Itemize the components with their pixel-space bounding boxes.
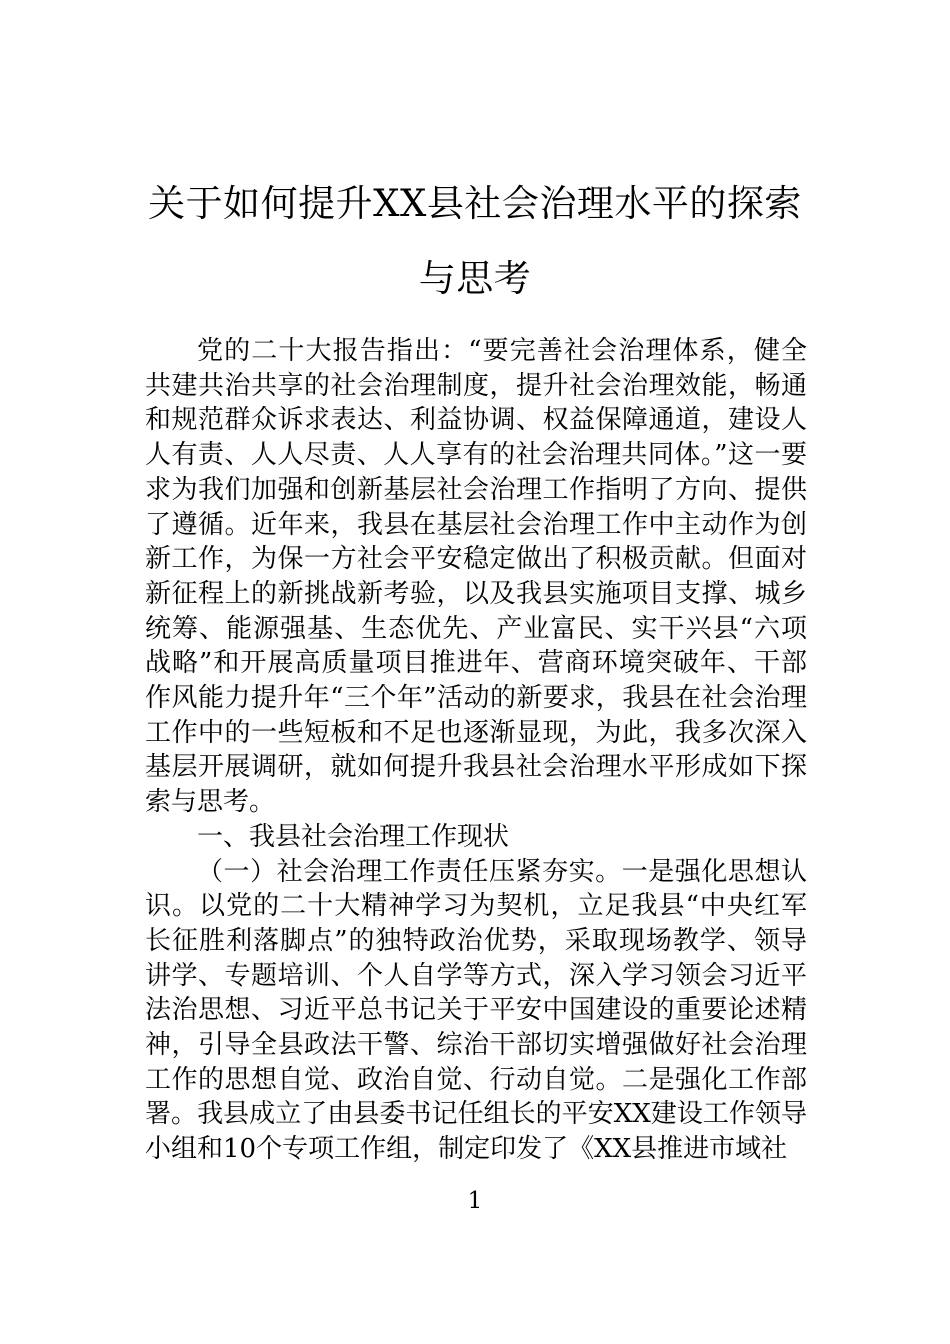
intro-paragraph: 党的二十大报告指出：“要完善社会治理体系，健全共建共治共享的社会治理制度，提升社会治理效能，畅通和规范群众诉求表达、利益协调、权益保障通道，建设人人有责、人人尽责、人人享有的社会治理共同体。”这一要求为我们加强和创新基层社会治理工作指明了方向、提供了遵循。近年来，我县在基层社会治理工作中主动作为创新工作，为保一方社会平安稳定做出了积极贡献。但面对新征程上的新挑战新考验，以及我县实施项目支撑、城乡统筹、能源强基、生态优先、产业富民、实干兴县“六项战略”和开展高质量项目推进年、营商环境突破年、干部作风能力提升年“三个年”活动的新要求，我县在社会治理工作中的一些短板和不足也逐渐显现，为此，我多次深入基层开展调研，就如何提升我县社会治理水平形成如下探索与思考。 [145,336,807,818]
document-body [145,334,807,1167]
section-heading: 一、我县社会治理工作现状 [197,821,510,852]
subsection-paragraph: （一）社会治理工作责任压紧夯实。一是强化思想认识。以党的二十大精神学习为契机，立足我县“中央红军长征胜利落脚点”的独特政治优势，采取现场教学、领导讲学、专题培训、个人自学等方式，深入学习领会习近平法治思想、习近平总书记关于平安中国建设的重要论述精神，引导全县政法干警、综治干部切实增强做好社会治理工作的思想自觉、政治自觉、行动自觉。二是强化工作部署。我县成立了由县委书记任组长的平安XX建设工作领导小组和10个专项工作组，制定印发了《XX县推进市域社 [145,856,807,1165]
page-number: 1 [467,1188,483,1214]
document-title: 关于如何提升XX县社会治理水平的探索与思考 [148,182,802,300]
